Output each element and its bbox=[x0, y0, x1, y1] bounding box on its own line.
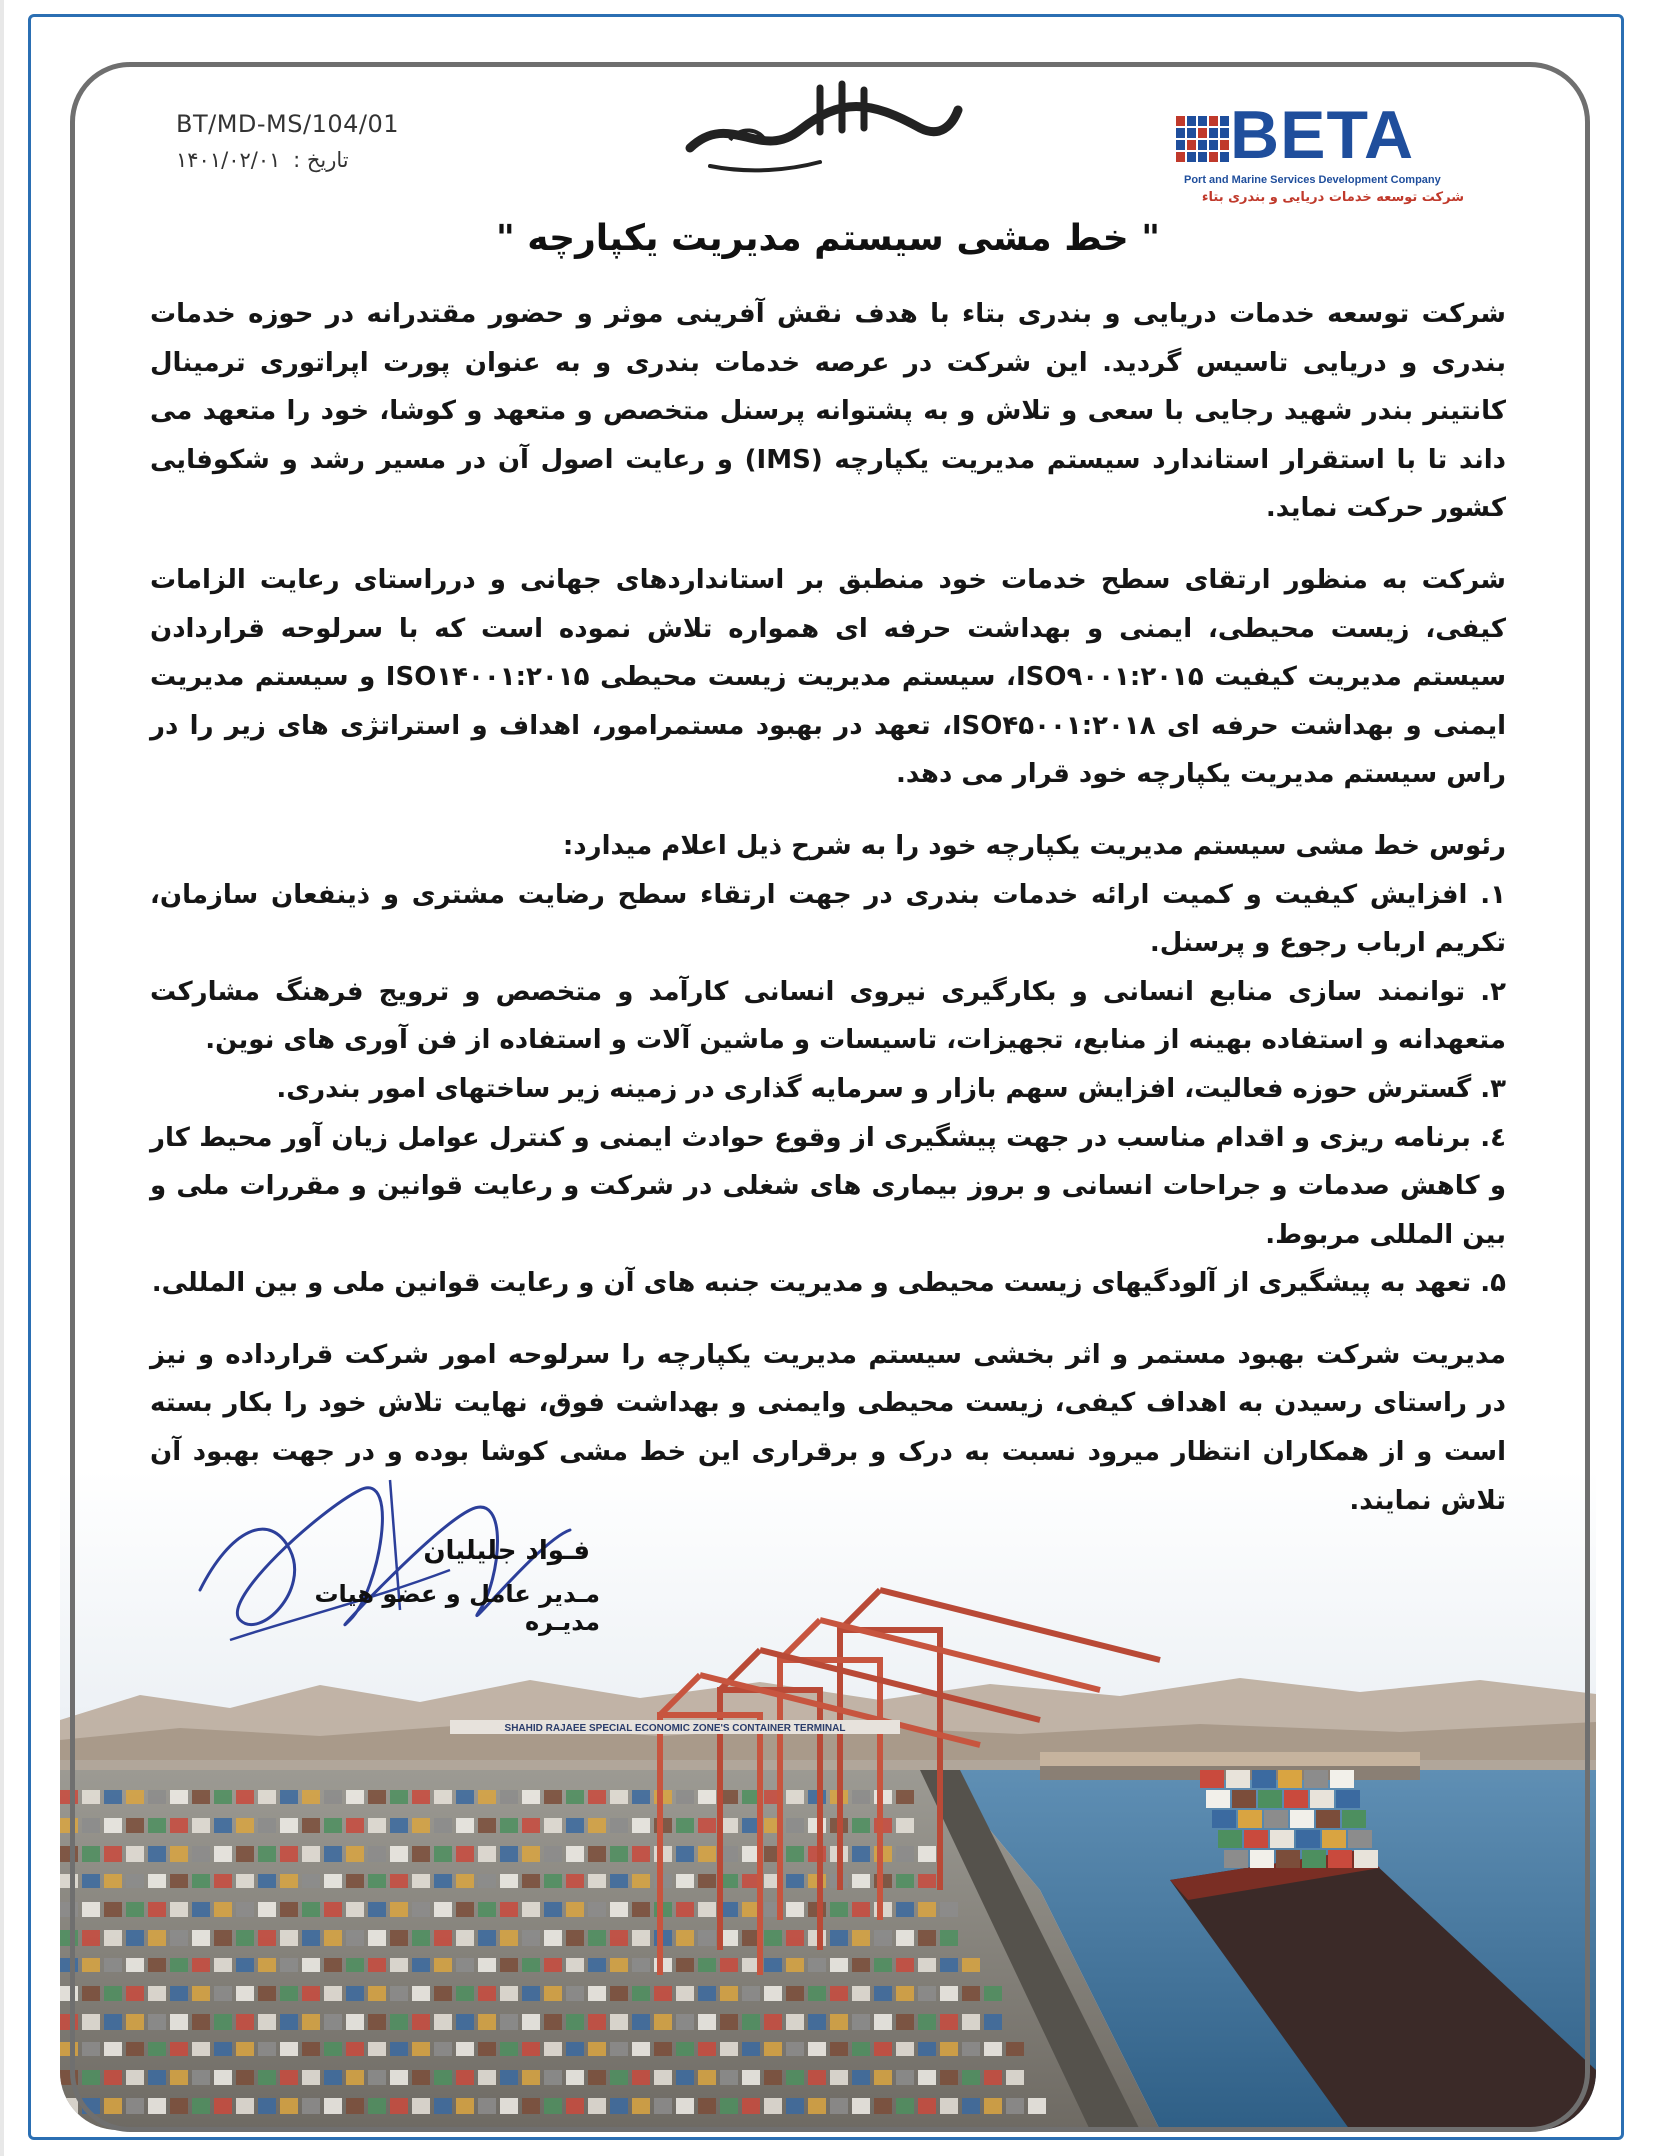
logo-grid-cell bbox=[1187, 128, 1196, 138]
intro-paragraph: شرکت توسعه خدمات دریایی و بندری بتاء با هدف نقش آفرینی موثر و حضور مقتدرانه در حوزه خدمات بندری و دریایی تاسیس گردید. این شرکت در عرصه خدمات بندری و به عنوان پورت اپراتوری ترمینال کانتینر بندر شهید رجایی با سعی و تلاش و به پشتوانه پرسنل متخصص و متعهد و کوشا، خود را متعهد می داند تا با استقرار استاندارد سیستم مدیریت یکپارچه (IMS) و رعایت اصول آن در مسیر رشد و شکوفایی کشور حرکت نماید. bbox=[150, 299, 1506, 524]
logo-grid-cell bbox=[1209, 152, 1218, 162]
logo-wordmark: BETA bbox=[1230, 97, 1415, 173]
policy-item: ٤. برنامه ریزی و اقدام مناسب در جهت پیشگیری از وقوع حوادث ایمنی و کنترل عوامل زیان آور محیط کار و کاهش صدمات و جراحات انسانی و بروز بیماری های شغلی در شرکت و رعایت قوانین و مقررات ملی و بین المللی مربوط. bbox=[150, 1122, 1506, 1250]
logo-grid-cell bbox=[1187, 140, 1196, 150]
logo-grid-cell bbox=[1220, 140, 1229, 150]
logo-english-subtitle: Port and Marine Services Development Company bbox=[1184, 174, 1441, 186]
bismillah-calligraphy-icon bbox=[670, 70, 970, 190]
scan-edge bbox=[0, 0, 4, 2156]
logo-grid-cell bbox=[1176, 116, 1185, 126]
date-value: ۱۴۰۱/۰۲/۰۱ bbox=[176, 148, 281, 172]
signer-role: مـدیر عامل و عضو هیات مدیـره bbox=[314, 1580, 600, 1636]
policy-list bbox=[150, 871, 1506, 1308]
logo-persian-subtitle: شرکت توسعه خدمات دریایی و بندری بتاء bbox=[1201, 190, 1464, 205]
document-code: BT/MD-MS/104/01 bbox=[176, 110, 400, 138]
logo-grid-cell bbox=[1220, 128, 1229, 138]
policy-item: ۳. گسترش حوزه فعالیت، افزایش سهم بازار و سرمایه گذاری در زمینه زیر ساختهای امور بندری. bbox=[276, 1073, 1506, 1104]
logo-grid-cell bbox=[1220, 116, 1229, 126]
policy-item: ۲. توانمند سازی منابع انسانی و بکارگیری نیروی انسانی کارآمد و متخصص و ترویج فرهنگ مشارکت متعهدانه و استفاده بهینه از منابع، تجهیزات، تاسیسات و ماشین آلات و استفاده از فن آوری های نوین. bbox=[150, 976, 1506, 1056]
logo-grid-cell bbox=[1187, 116, 1196, 126]
logo-grid-cell bbox=[1198, 128, 1207, 138]
logo-grid-cell bbox=[1220, 152, 1229, 162]
logo-grid-cell bbox=[1209, 116, 1218, 126]
logo-grid-cell bbox=[1187, 152, 1196, 162]
logo-grid-cell bbox=[1198, 152, 1207, 162]
logo-grid-cell bbox=[1209, 128, 1218, 138]
logo-grid-cell bbox=[1198, 140, 1207, 150]
document-date bbox=[176, 148, 436, 172]
policy-item: ۱. افزایش کیفیت و کمیت ارائه خدمات بندری در جهت ارتقاء سطح رضایت مشتری و ذینفعان سازمان، تکریم ارباب رجوع و پرسنل. bbox=[150, 879, 1506, 959]
signer-name: فـواد جلیلیان bbox=[423, 1536, 590, 1566]
policy-list-intro: رئوس خط مشی سیستم مدیریت یکپارچه خود را به شرح ذیل اعلام میدارد: bbox=[562, 830, 1506, 861]
beta-company-logo bbox=[1170, 97, 1464, 210]
document-body bbox=[150, 290, 1506, 1548]
signature-block bbox=[240, 1536, 600, 1636]
standards-paragraph: شرکت به منظور ارتقای سطح خدمات خود منطبق بر استانداردهای جهانی و درراستای رعایت الزامات کیفی، زیست محیطی، ایمنی و بهداشت حرفه ای همواره تلاش نموده است که با سرلوحه قراردادن سیستم مدیریت کیفیت ISO۹۰۰۱:۲۰۱۵، سیستم مدیریت زیست محیطی ISO۱۴۰۰۱:۲۰۱۵ و سیستم مدیریت ایمنی و بهداشت حرفه ای ISO۴۵۰۰۱:۲۰۱۸، تعهد در بهبود مستمرامور، اهداف و استراتژی های زیر را در راس سیستم مدیریت یکپارچه خود قرار می دهد. bbox=[150, 564, 1507, 790]
logo-grid-cell bbox=[1176, 128, 1185, 138]
closing-paragraph: مدیریت شرکت بهبود مستمر و اثر بخشی سیستم مدیریت یکپارچه را سرلوحه امور شرکت قرارداده و نیز در راستای رسیدن به اهداف کیفی، زیست محیطی وایمنی و بهداشت فوق، نهایت تلاش خود را بکار بسته است و از همکاران انتظار میرود نسبت به درک و برقراری این خط مشی کوشا بوده و در جهت بهبود آن تلاش نمایند. bbox=[150, 1339, 1506, 1516]
logo-grid-cell bbox=[1176, 152, 1185, 162]
date-label: تاریخ : bbox=[293, 148, 349, 172]
logo-grid-cell bbox=[1198, 116, 1207, 126]
document-title: " خط مشی سیستم مدیریت یکپارچه " bbox=[496, 218, 1160, 259]
logo-grid-cell bbox=[1176, 140, 1185, 150]
container-grid-icon bbox=[1176, 116, 1234, 166]
policy-item: ۵. تعهد به پیشگیری از آلودگیهای زیست محیطی و مدیریت جنبه های آن و رعایت قوانین ملی و بین المللی. bbox=[151, 1268, 1506, 1299]
document-meta bbox=[176, 110, 436, 172]
logo-grid-cell bbox=[1209, 140, 1218, 150]
terminal-sign-text: SHAHID RAJAEE SPECIAL ECONOMIC ZONE'S CONTAINER TERMINAL bbox=[504, 1723, 846, 1734]
